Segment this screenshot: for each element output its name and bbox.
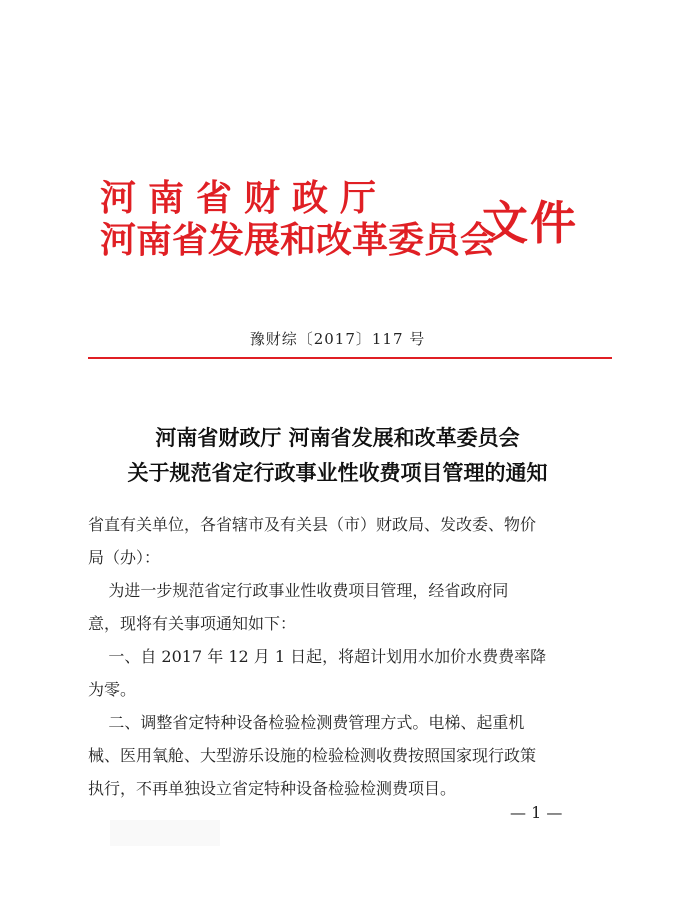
notice-title-line-1: 河南省财政厅 河南省发展和改革委员会 — [155, 425, 520, 450]
issuer-name-development: 河南省发展和改革委员会 — [100, 219, 497, 261]
document-number: 豫财综〔2017〕117 号 — [249, 330, 426, 348]
body-line-3: 为进一步规范省定行政事业性收费项目管理，经省政府同 — [88, 581, 509, 600]
page-number: — 1 — — [510, 803, 563, 822]
faded-stamp-mark — [110, 820, 220, 846]
document-type-label: 文件 — [482, 196, 578, 250]
document-header — [100, 170, 620, 280]
body-line-1: 省直有关单位，各省辖市及有关县（市）财政局、发改委、物价 — [88, 515, 537, 534]
body-line-9: 执行，不再单独设立省定特种设备检验检测费项目。 — [88, 779, 457, 798]
issuer-name-finance: 河南省财政厅 — [100, 177, 389, 219]
red-divider-line — [88, 357, 612, 359]
body-line-4: 意，现将有关事项通知如下： — [88, 614, 297, 633]
body-line-8: 械、医用氧舱、大型游乐设施的检验检测收费按照国家现行政策 — [88, 746, 537, 765]
body-line-6: 为零。 — [88, 680, 137, 699]
body-line-5: 一、自 2017 年 12 月 1 日起，将超计划用水加价水费费率降 — [88, 647, 547, 666]
body-line-2: 局（办）： — [88, 548, 161, 567]
notice-title-line-2: 关于规范省定行政事业性收费项目管理的通知 — [127, 460, 548, 485]
body-line-7: 二、调整省定特种设备检验检测费管理方式。电梯、起重机 — [88, 713, 525, 732]
